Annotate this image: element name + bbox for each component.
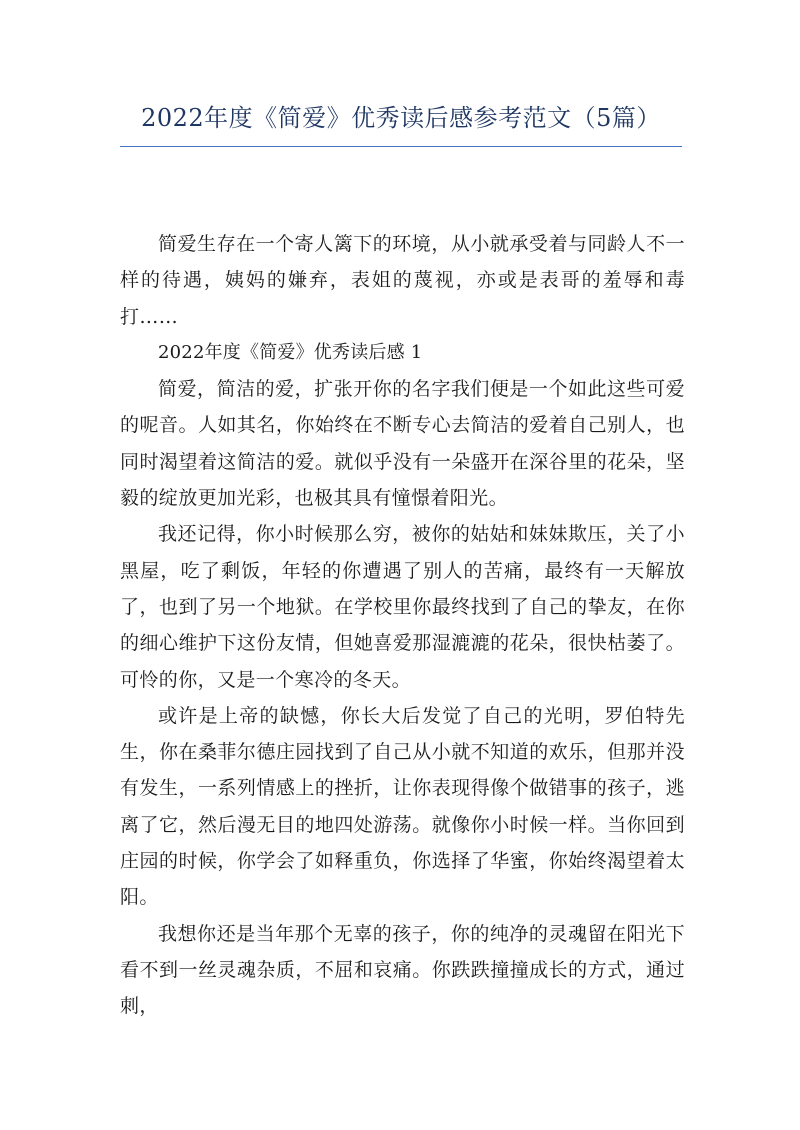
section-heading: 2022年度《简爱》优秀读后感 1 xyxy=(158,341,423,363)
title-underline xyxy=(120,146,682,147)
document-title: 2022年度《简爱》优秀读后感参考范文（5篇） xyxy=(141,104,661,132)
intro-paragraph: 简爱生存在一个寄人篱下的环境，从小就承受着与同龄人不一样的待遇，姨妈的嫌弃，表姐的蔑视，亦或是表哥的羞辱和毒打…… xyxy=(120,233,685,328)
body-paragraph: 或许是上帝的缺憾，你长大后发觉了自己的光明，罗伯特先生，你在桑菲尔德庄园找到了自己从小就不知道的欢乐，但那并没有发生，一系列情感上的挫折，让你表现得像个做错事的孩子，逃离了它，然后漫无目的地四处游荡。就像你小时候一样。当你回到庄园的时候，你学会了如释重负，你选择了华蜜，你始终渴望着太阳。 xyxy=(120,704,685,909)
body-paragraph: 简爱，简洁的爱，扩张开你的名字我们便是一个如此这些可爱的呢音。人如其名，你始终在不断专心去简洁的爱着自己别人，也同时渴望着这简洁的爱。就似乎没有一朵盛开在深谷里的花朵，坚毅的绽放更加光彩，也极其具有憧憬着阳光。 xyxy=(120,378,685,510)
body-paragraph: 我还记得，你小时候那么穷，被你的姑姑和妹妹欺压，关了小黑屋，吃了剩饭，年轻的你遭遇了别人的苦痛，最终有一天解放了，也到了另一个地狱。在学校里你最终找到了自己的挚友，在你的细心维护下这份友情，但她喜爱那湿漉漉的花朵，很快枯萎了。可怜的你，又是一个寒冷的冬天。 xyxy=(120,523,685,691)
document-body xyxy=(120,226,685,1025)
body-paragraph: 我想你还是当年那个无辜的孩子，你的纯净的灵魂留在阳光下看不到一丝灵魂杂质，不屈和哀痛。你跌跌撞撞成长的方式，通过刺， xyxy=(120,922,685,1018)
